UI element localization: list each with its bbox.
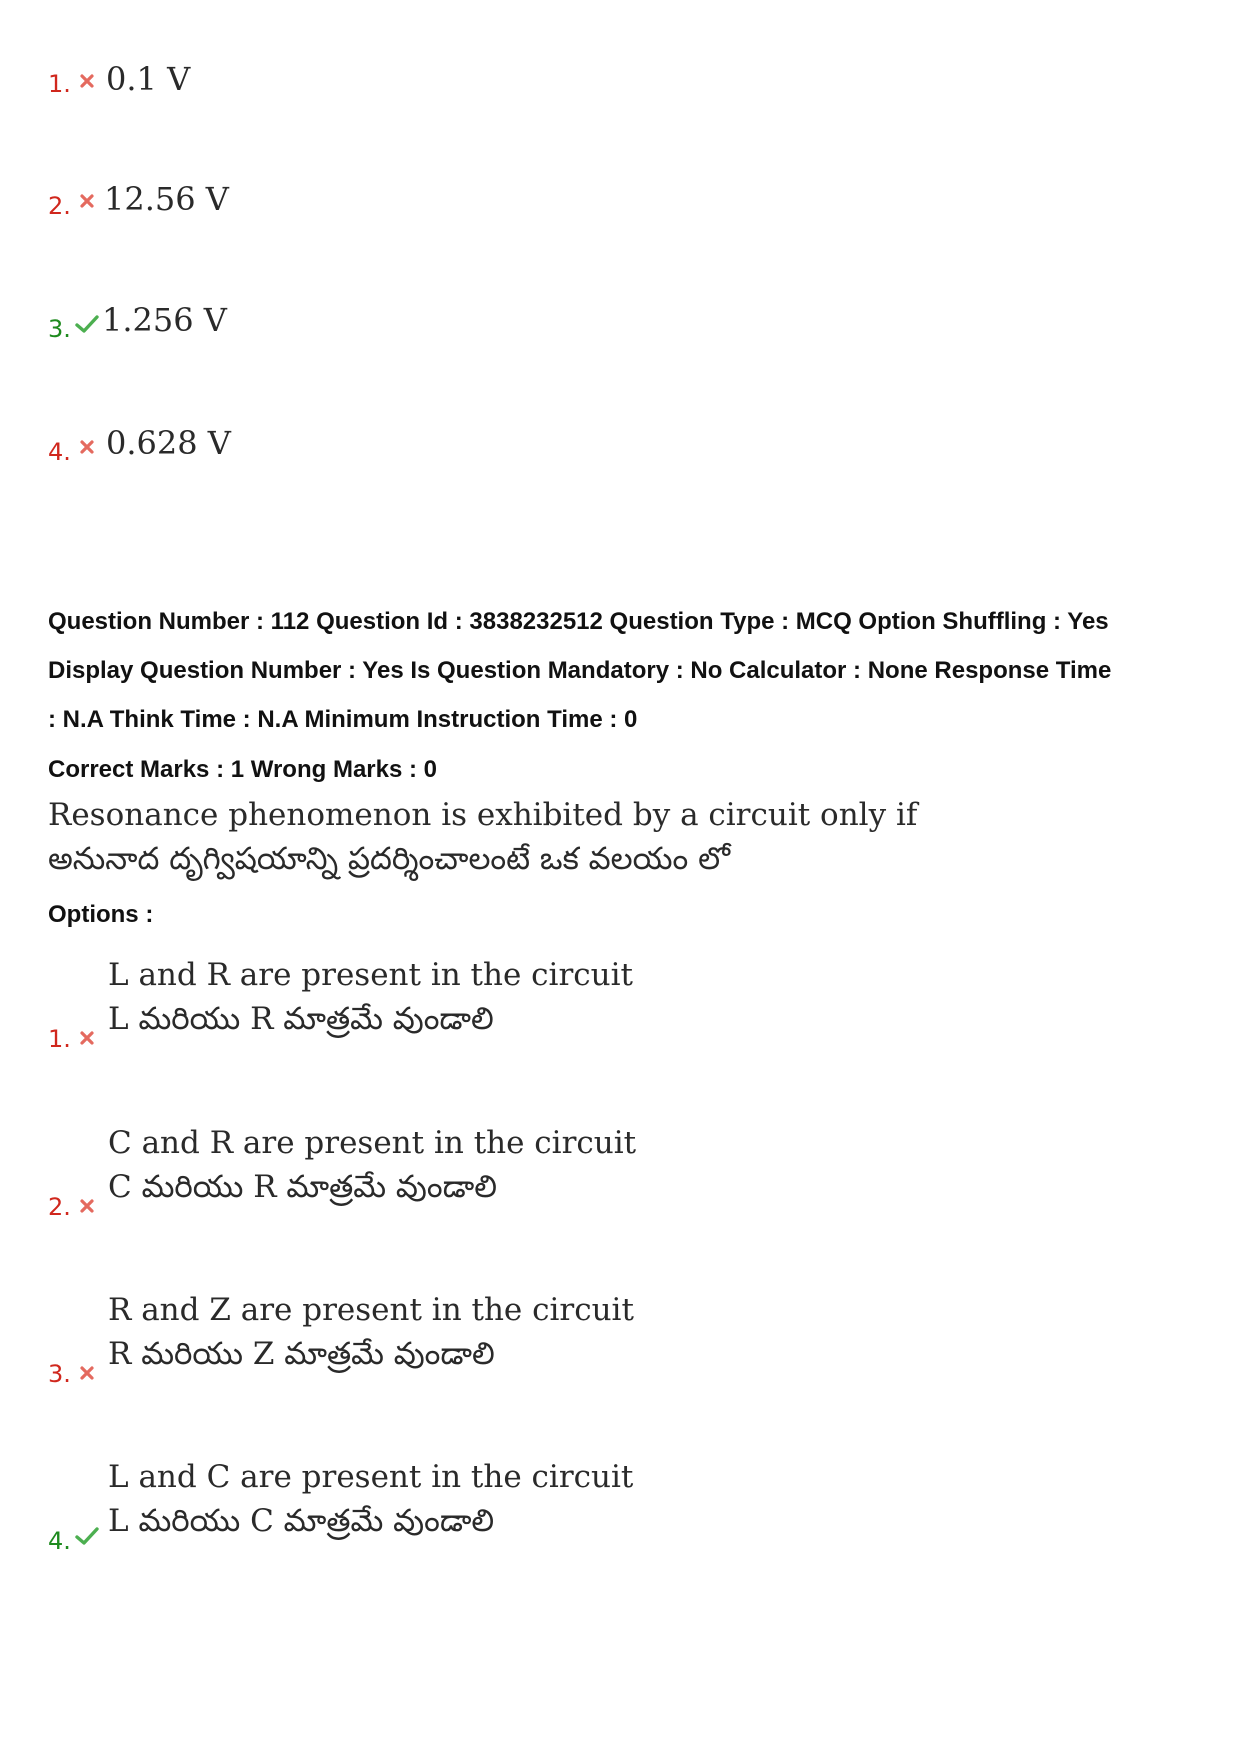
option-text-telugu: L మరియు C మాత్రమే వుండాలి <box>108 1503 495 1539</box>
marks-info: Correct Marks : 1 Wrong Marks : 0 <box>48 756 438 783</box>
option-text-english: R and Z are present in the circuit <box>108 1292 634 1328</box>
cross-icon <box>76 70 98 92</box>
option-4 <box>48 1455 748 1555</box>
check-icon <box>74 313 100 335</box>
option-text-telugu: R మరియు Z మాత్రమే వుండాలి <box>108 1336 495 1372</box>
option-number: 3. <box>48 1360 71 1388</box>
option-number: 1. <box>48 70 71 98</box>
option-3 <box>48 1288 748 1388</box>
cross-icon <box>76 436 98 458</box>
option-number: 3. <box>48 315 71 343</box>
option-number: 2. <box>48 1193 71 1221</box>
cross-icon <box>76 1362 98 1384</box>
question-stem <box>48 793 917 881</box>
meta-line-1: Question Number : 112 Question Id : 3838232512 Question Type : MCQ Option Shuffling : Yes <box>48 608 1109 635</box>
check-icon <box>74 1525 100 1547</box>
option-text-english: L and R are present in the circuit <box>108 957 633 993</box>
prev-option-4 <box>48 424 748 470</box>
options-label: Options : <box>48 901 154 928</box>
option-text <box>108 953 633 1041</box>
cross-icon <box>76 1195 98 1217</box>
option-text: 1.256 V <box>102 301 227 339</box>
option-text: 0.628 V <box>106 424 231 462</box>
option-text: 12.56 V <box>104 180 229 218</box>
option-text-telugu: L మరియు R మాత్రమే వుండాలి <box>108 1001 494 1037</box>
option-text <box>108 1288 634 1376</box>
option-2 <box>48 1121 748 1221</box>
option-text <box>108 1121 636 1209</box>
option-number: 4. <box>48 438 71 466</box>
option-text: 0.1 V <box>106 60 191 98</box>
meta-line-2: Display Question Number : Yes Is Question Mandatory : No Calculator : None Response Time <box>48 657 1112 684</box>
stem-telugu: అనునాద దృగ్విషయాన్ని ప్రదర్శించాలంటే ఒక వలయం లో <box>48 841 730 877</box>
meta-line-3: : N.A Think Time : N.A Minimum Instruction Time : 0 <box>48 706 638 733</box>
prev-option-3 <box>48 301 748 347</box>
option-text-telugu: C మరియు R మాత్రమే వుండాలి <box>108 1169 497 1205</box>
option-text <box>108 1455 633 1543</box>
option-number: 4. <box>48 1527 71 1555</box>
prev-option-2 <box>48 180 748 224</box>
option-number: 2. <box>48 192 71 220</box>
cross-icon <box>76 190 98 212</box>
option-text-english: C and R are present in the circuit <box>108 1125 637 1161</box>
stem-english: Resonance phenomenon is exhibited by a circuit only if <box>48 797 918 833</box>
option-1 <box>48 953 748 1053</box>
question-meta <box>48 597 1198 744</box>
prev-option-1 <box>48 62 748 102</box>
option-number: 1. <box>48 1025 71 1053</box>
cross-icon <box>76 1027 98 1049</box>
option-text-english: L and C are present in the circuit <box>108 1459 634 1495</box>
